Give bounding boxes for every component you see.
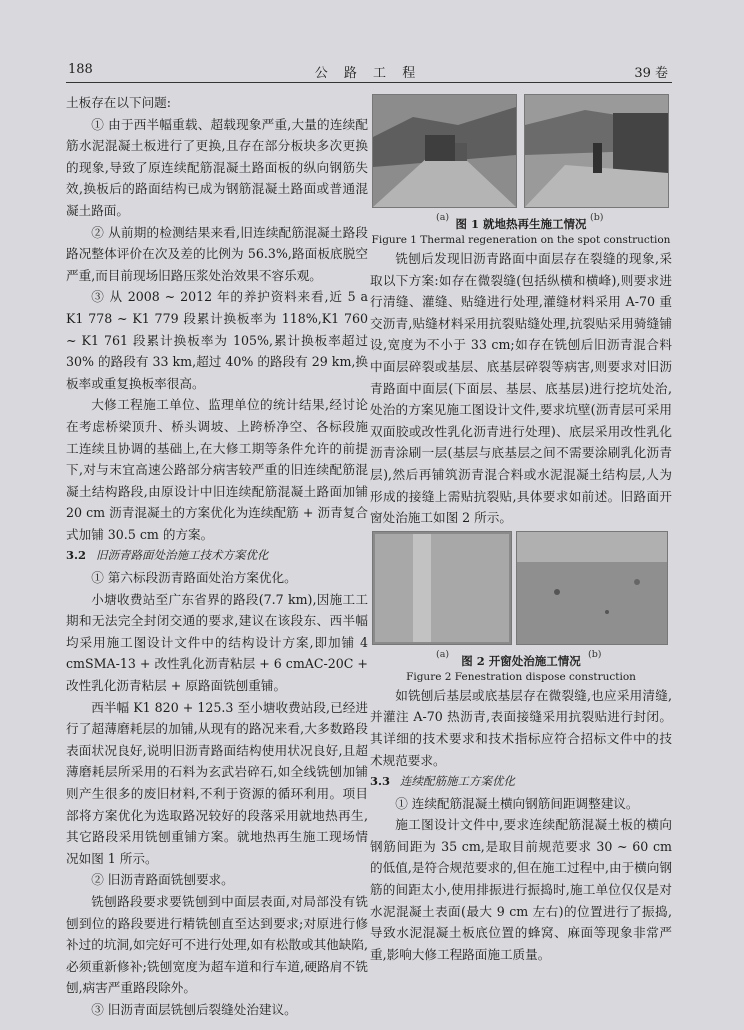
- paragraph: 土板存在以下问题:: [66, 95, 171, 110]
- paragraph: ③ 旧沥青面层铣刨后裂缝处治建议。: [91, 1001, 297, 1017]
- header-rule: [66, 82, 672, 83]
- paragraph: 大修工程施工单位、监理单位的统计结果,经讨论在考虑桥梁顶升、桥头调坡、上跨桥净空、各标段施工连续且协调的基础上,在大修工期等条件允许的前提下,对与末宜高速公路部分病害较严重的旧连续配筋混凝土结构路段,由原设计中旧连续配筋混凝土路面加铺 20 cm 沥青混凝土的方案优化为连续配筋 + 沥青复合式加铺 30.5 cm 的方案。: [66, 397, 368, 542]
- section-heading: [370, 771, 672, 793]
- caption-cn: 图 2 开窗处治施工情况: [461, 653, 581, 668]
- paragraph: 西半幅 K1 820 + 125.3 至小塘收费站段,已经进行了超薄磨耗层的加铺,从现有的路况来看,大多数路段表面状况良好,说明旧沥青路面结构使用状况良好,且超薄磨耗层所采用的石料为玄武岩碎石,如全线铣刨加铺则产生很多的废旧材料,不利于资源的循环利用。项目部将方案优化为选取路况较好的段落采用就地热再生,其它路段采用铣刨重铺方案。就地热再生施工现场情况如图 1 所示。: [66, 699, 368, 866]
- right-column: [370, 92, 672, 965]
- photo-construction-a: [372, 94, 517, 208]
- section-number: 3.2: [66, 548, 87, 563]
- subfigure-label: (b): [590, 212, 604, 223]
- subfigure-label: (a): [436, 212, 450, 223]
- photo-fenestration-b: [516, 531, 668, 645]
- photo-fenestration-a: [372, 531, 512, 645]
- paragraph: ① 连续配筋混凝土横向钢筋间距调整建议。: [395, 795, 639, 811]
- page-number: 188: [68, 62, 93, 77]
- subfigure-label: (b): [588, 648, 602, 660]
- figure-1-caption: [370, 216, 672, 248]
- paragraph: 小塘收费站至广东省界的路段(7.7 km),因施工工期和无法完全封闭交通的要求,建议在该段东、西半幅均采用施工图设计文件中的结构设计方案,即加铺 4 cmSMA-13 + 改性乳化沥青粘层 + 6 cmAC-20C + 改性乳化沥青粘层 + 原路面铣刨重铺。: [66, 591, 368, 694]
- section-title: 连续配筋施工方案优化: [400, 774, 516, 789]
- section-heading: [66, 545, 368, 567]
- caption-cn: 图 1 就地热再生施工情况: [455, 217, 587, 231]
- paragraph: 铣刨路段要求要铣刨到中面层表面,对局部没有铣刨到位的路段要进行精铣刨直至达到要求;对原进行修补过的坑洞,如完好可不进行处理,如有松散或其他缺陷,必须重新修补;铣刨宽度为超车道和行车道,硬路肩不铣刨,病害严重路段除外。: [66, 893, 368, 996]
- volume-label: 39 卷: [634, 66, 668, 81]
- paragraph: 如铣刨后基层或底基层存在微裂缝,也应采用清缝,并灌注 A-70 热沥青,表面接缝采用抗裂贴进行封闭。其详细的技术要求和技术指标应符合招标文件中的技术规范要求。: [370, 687, 672, 768]
- caption-en: Figure 2 Fenestration dispose construction: [406, 670, 636, 683]
- paragraph: ① 由于西半幅重载、超载现象严重,大量的连续配筋水泥混凝土板进行了更换,且存在部分板块多次更换的现象,导致了原连续配筋混凝土路面板的纵向钢筋失效,换板后的路面结构已成为钢筋混凝土路面或普通混凝土路面。: [66, 116, 368, 218]
- photo-construction-b: [524, 94, 669, 208]
- paragraph: ② 旧沥青路面铣刨要求。: [91, 872, 234, 888]
- paragraph: ③ 从 2008 ~ 2012 年的养护资料来看,近 5 a K1 778 ~ K1 779 段累计换板率为 118%,K1 760 ~ K1 761 段累计换板率为 105%,累计换板率超过 30% 的路段有 33 km,超过 40% 的路段有 29 km,换板率或重复换板率很高。: [66, 289, 368, 391]
- figure-2-caption: [370, 653, 672, 685]
- paragraph: ① 第六标段沥青路面处治方案优化。: [91, 570, 297, 586]
- figure-1: [370, 94, 672, 223]
- paragraph: 铣刨后发现旧沥青路面中面层存在裂缝的现象,采取以下方案:如存在微裂缝(包括纵横和横峰),则要求进行清缝、灌缝、贴缝进行处理,灌缝材料采用 A-70 重交沥青,贴缝材料采用抗裂贴缝处理,抗裂贴采用骑缝铺设,宽度为不小于 33 cm;如存在铣刨后旧沥青混合料中面层碎裂或基层、底基层碎裂等病害,则要求对旧沥青路面中面层(下面层、基层、底基层)进行挖坑处治,处治的方案见施工图设计文件,要求坑壁(沥青层可采用双面胶或改性乳化沥青进行处理)、底层采用改性乳化沥青涂刷一层(基层与底基层之间不需要涂刷乳化沥青层),然后再铺筑沥青混合料或水泥混凝土结构层,人为形成的接缝上需贴抗裂贴,具体要求如前述。旧路面开窗处治施工如图 2 所示。: [370, 251, 672, 526]
- paragraph: ② 从前期的检测结果来看,旧连续配筋混凝土路段路况整体评价在次及差的比例为 56.3%,路面板底脱空严重,而目前现场旧路压浆处治效果不容乐观。: [66, 224, 368, 283]
- figure-2: [370, 531, 672, 660]
- left-column: [66, 92, 368, 1021]
- subfigure-label: (a): [436, 648, 450, 660]
- paragraph: 施工图设计文件中,要求连续配筋混凝土板的横向钢筋间距为 35 cm,是取目前规范要求 30 ~ 60 cm 的低值,是符合规范要求的,但在施工过程中,由于横向钢筋的间距太小,使用排振进行振捣时,施工单位仅仅是对水泥混凝土表面(最大 9 cm 左右)的位置进行了振捣,导致水泥混凝土板底位置的蜂窝、麻面等现象非常严重,影响大修工程路面施工质量。: [370, 817, 672, 962]
- caption-en: Figure 1 Thermal regeneration on the spot construction: [371, 234, 671, 246]
- section-title: 旧沥青路面处治施工技术方案优化: [96, 548, 269, 563]
- journal-title: 公 路 工 程: [314, 66, 422, 81]
- page-header: [68, 62, 668, 82]
- section-number: 3.3: [370, 774, 391, 789]
